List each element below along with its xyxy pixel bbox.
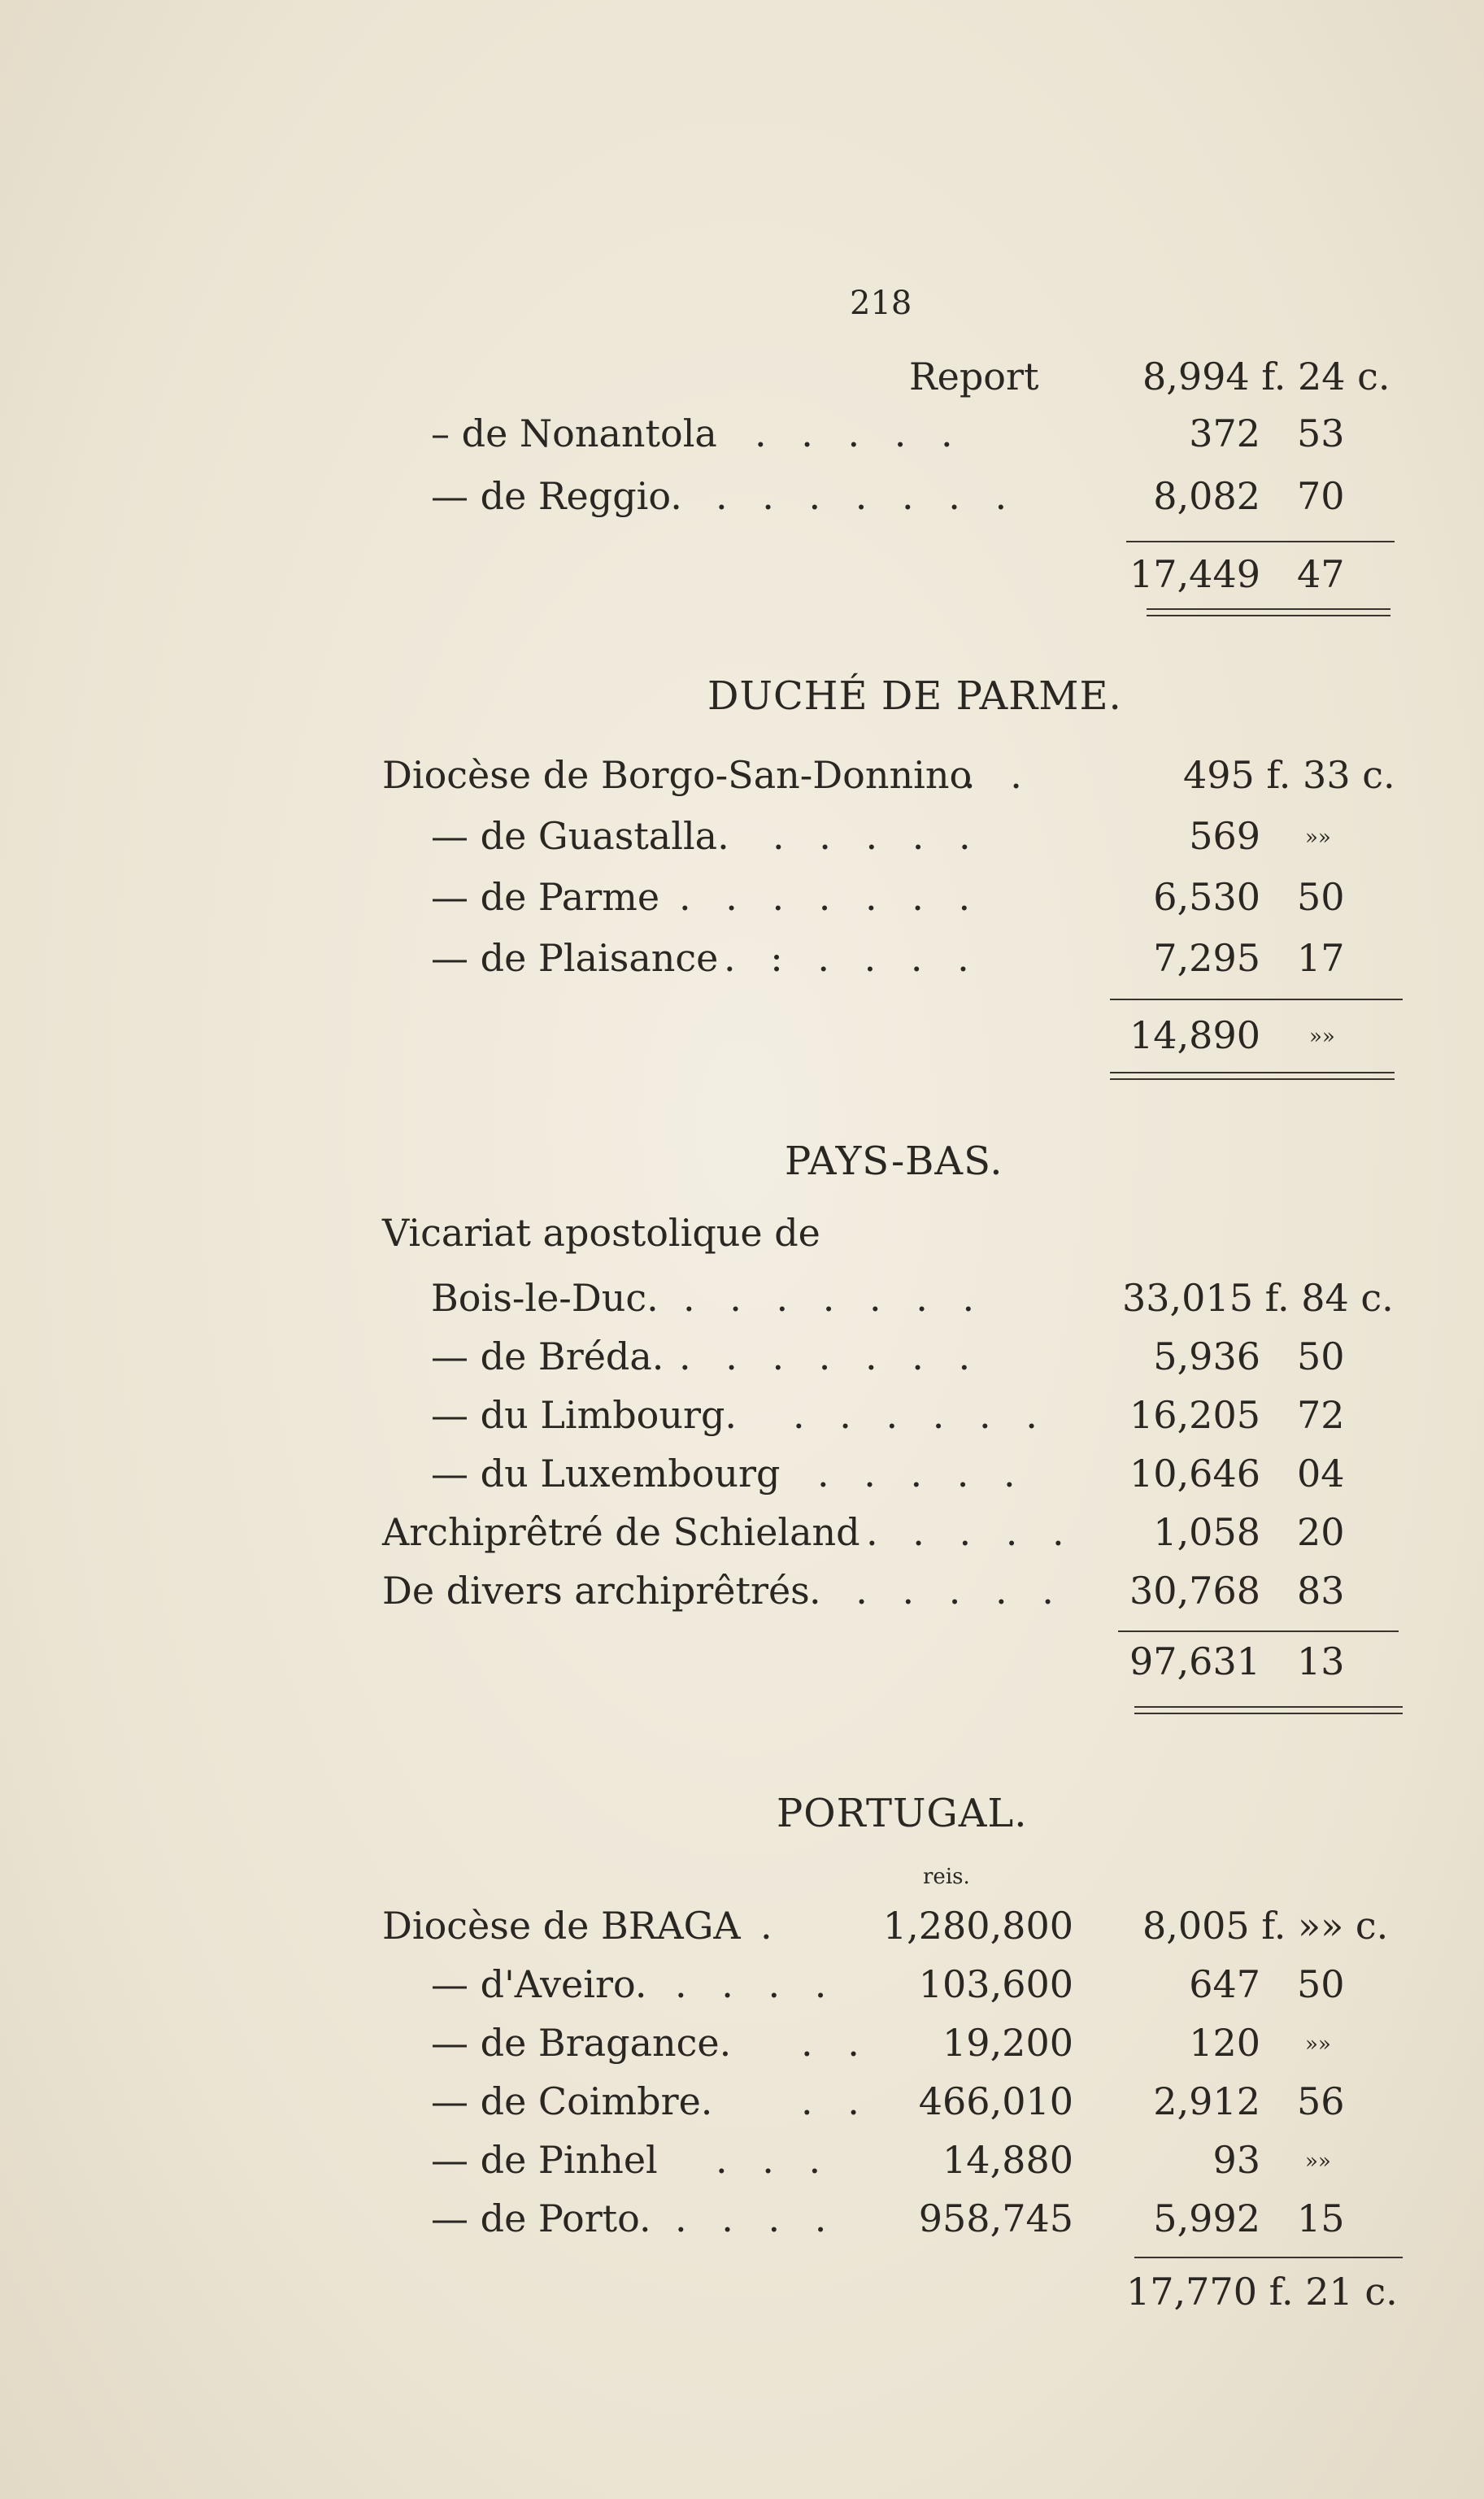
row-francs: 5,992 <box>1153 2196 1260 2240</box>
report-amount: 8,994 f. 24 c. <box>1142 355 1390 398</box>
total-francs: 97,631 <box>1129 1639 1260 1683</box>
row-dots: . : . . . . <box>724 936 981 980</box>
row-dots: . . . . . <box>772 814 982 858</box>
row-label: — de Bragance. <box>431 2021 732 2065</box>
sum-rule <box>1118 1630 1399 1632</box>
row-reis: 958,745 <box>918 2196 1073 2240</box>
row-cents: »» <box>1305 2032 1331 2057</box>
row-cents: 56 <box>1297 2079 1345 2123</box>
row-dots: . . . . . <box>817 1452 1027 1495</box>
row-cents: 70 <box>1297 474 1345 518</box>
row-label: — de Bréda. <box>431 1334 664 1378</box>
row-francs: 30,768 <box>1129 1569 1260 1613</box>
row-reis: 19,200 <box>942 2021 1073 2065</box>
double-rule <box>1134 1713 1403 1714</box>
double-rule <box>1110 1072 1395 1073</box>
row-cents: 17 <box>1297 936 1345 980</box>
total-francs: 17,449 <box>1129 552 1260 596</box>
total-cents: »» <box>1309 1025 1335 1049</box>
row-cents: »» <box>1305 825 1331 850</box>
row-reis: 466,010 <box>918 2079 1073 2123</box>
row-reis: 103,600 <box>918 1962 1073 2006</box>
row-dots: . . . . . <box>866 1510 1076 1554</box>
portugal-total: 17,770 f. 21 c. <box>1126 2270 1398 2314</box>
row-amount: 33,015 f. 84 c. <box>1122 1276 1394 1320</box>
row-label: — de Coimbre. <box>431 2079 713 2123</box>
row-francs: 7,295 <box>1153 936 1260 980</box>
row-amount: 8,005 f. »» c. <box>1142 1904 1389 1948</box>
row-cents: 83 <box>1297 1569 1345 1613</box>
reis-column-header: reis. <box>923 1865 970 1889</box>
row-dots: . . . . . <box>755 411 964 455</box>
row-label: Diocèse de Borgo-San-Donnino <box>382 753 973 797</box>
row-dots: . . . . . . . <box>679 1334 982 1378</box>
row-francs: 10,646 <box>1129 1452 1260 1495</box>
row-francs: 120 <box>1189 2021 1260 2065</box>
row-dots: . . <box>964 753 1034 797</box>
row-label: — de Guastalla. <box>431 814 729 858</box>
sum-rule <box>1126 541 1395 542</box>
row-francs: 6,530 <box>1153 875 1260 919</box>
row-label: – de Nonantola <box>431 411 717 455</box>
row-francs: 16,205 <box>1129 1393 1260 1437</box>
page-number: 218 <box>850 285 912 322</box>
row-dots: . . . . . . . <box>683 1276 986 1320</box>
double-rule <box>1147 615 1390 616</box>
row-label: — de Reggio. <box>431 474 682 518</box>
row-reis: 1,280,800 <box>882 1904 1073 1948</box>
row-francs: 372 <box>1189 411 1260 455</box>
row-label: Bois-le-Duc. <box>431 1276 659 1320</box>
row-dots: . . <box>801 2021 871 2065</box>
row-francs: 569 <box>1189 814 1260 858</box>
section-intro: Vicariat apostolique de <box>382 1211 820 1255</box>
section-title-portugal: PORTUGAL. <box>777 1791 1028 1836</box>
row-label: — de Pinhel <box>431 2138 658 2182</box>
row-cents: 50 <box>1297 875 1345 919</box>
row-cents: 53 <box>1297 411 1345 455</box>
double-rule <box>1134 1706 1403 1708</box>
row-label: — d'Aveiro. <box>431 1962 647 2006</box>
section-title-pays-bas: PAYS-BAS. <box>785 1138 1003 1184</box>
row-label: — de Parme <box>431 875 660 919</box>
row-label: — du Limbourg. <box>431 1393 738 1437</box>
row-dots: . . <box>801 2079 871 2123</box>
row-cents: 50 <box>1297 1962 1345 2006</box>
total-cents: 47 <box>1297 552 1345 596</box>
row-amount: 495 f. 33 c. <box>1183 753 1395 797</box>
row-dots: . . . . . . <box>809 1569 1065 1613</box>
sum-rule <box>1134 2257 1403 2258</box>
row-francs: 1,058 <box>1153 1510 1260 1554</box>
row-dots: . <box>760 1904 784 1948</box>
total-cents: 13 <box>1297 1639 1345 1683</box>
row-francs: 5,936 <box>1153 1334 1260 1378</box>
row-cents: 72 <box>1297 1393 1345 1437</box>
row-dots: . . . . <box>675 2196 838 2240</box>
row-dots: . . . . . . <box>793 1393 1049 1437</box>
row-dots: . . . . <box>675 1962 838 2006</box>
double-rule <box>1110 1078 1395 1080</box>
total-francs: 14,890 <box>1129 1013 1260 1057</box>
row-label: — de Porto. <box>431 2196 651 2240</box>
row-cents: »» <box>1305 2149 1331 2174</box>
sum-rule <box>1110 999 1403 1000</box>
row-dots: . . . <box>716 2138 833 2182</box>
row-label: — de Plaisance <box>431 936 719 980</box>
double-rule <box>1147 608 1390 610</box>
row-label: De divers archiprêtrés <box>382 1569 810 1613</box>
row-cents: 15 <box>1297 2196 1345 2240</box>
row-cents: 04 <box>1297 1452 1345 1495</box>
section-title-parme: DUCHÉ DE PARME. <box>707 673 1122 719</box>
row-francs: 647 <box>1189 1962 1260 2006</box>
row-label: — du Luxembourg <box>431 1452 781 1495</box>
row-francs: 2,912 <box>1153 2079 1260 2123</box>
row-francs: 93 <box>1212 2138 1260 2182</box>
row-dots: . . . . . . . <box>679 875 982 919</box>
row-dots: . . . . . . . <box>716 474 1019 518</box>
row-reis: 14,880 <box>942 2138 1073 2182</box>
row-label: Archiprêtré de Schieland <box>382 1510 860 1554</box>
report-label: Report <box>909 355 1039 398</box>
row-label: Diocèse de BRAGA <box>382 1904 741 1948</box>
row-francs: 8,082 <box>1153 474 1260 518</box>
row-cents: 50 <box>1297 1334 1345 1378</box>
row-cents: 20 <box>1297 1510 1345 1554</box>
